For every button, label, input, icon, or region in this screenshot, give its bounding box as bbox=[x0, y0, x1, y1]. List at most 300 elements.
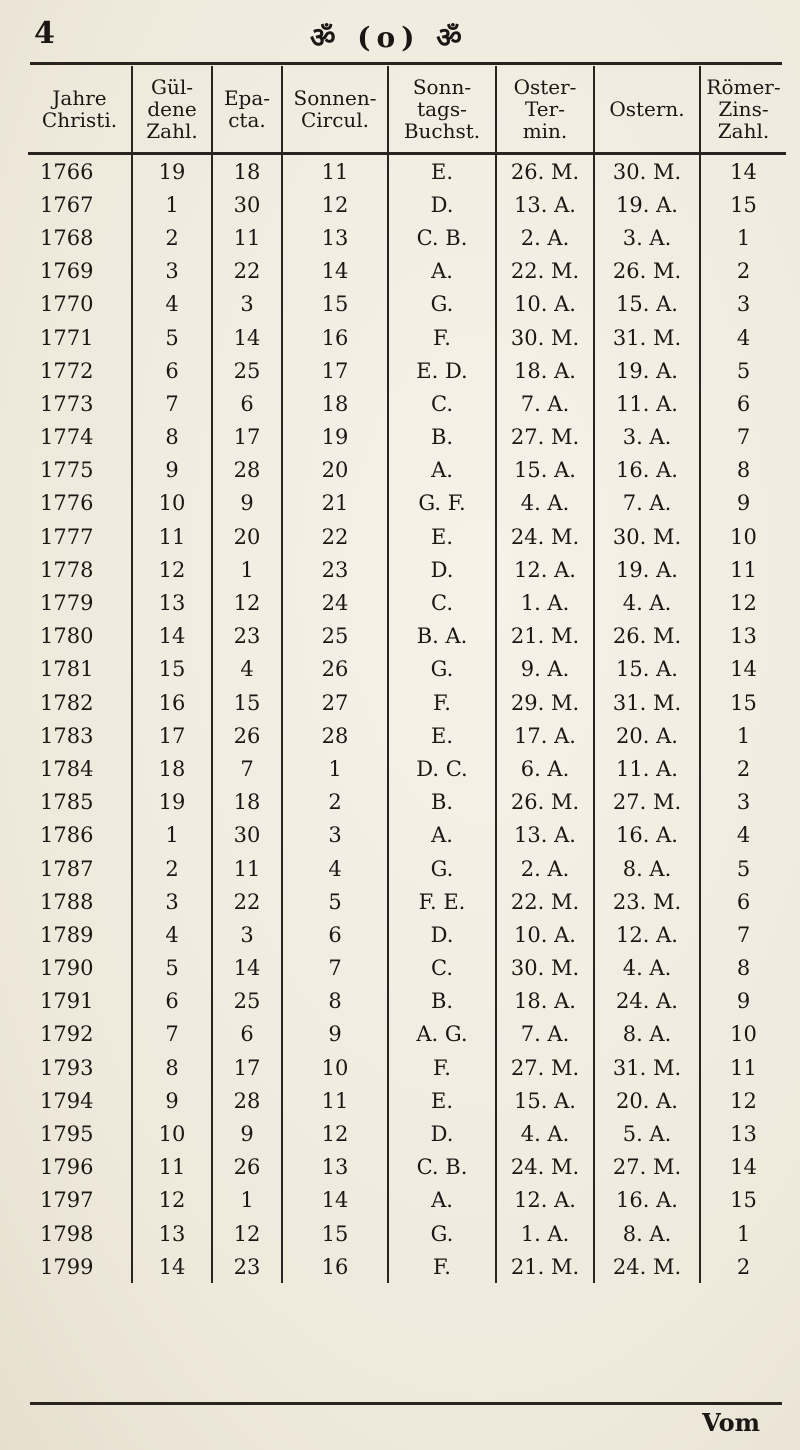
cell-dominical-letter: E. bbox=[388, 520, 496, 553]
cell-solar-cycle: 16 bbox=[282, 1250, 388, 1283]
cell-easter: 7. A. bbox=[594, 487, 700, 520]
cell-year: 1769 bbox=[28, 255, 132, 288]
cell-epact: 23 bbox=[212, 620, 282, 653]
cell-golden-number: 17 bbox=[132, 719, 212, 752]
cell-indiction: 13 bbox=[730, 624, 757, 649]
col-header-indiction: Römer- Zins- Zahl. bbox=[700, 66, 786, 154]
cell-year: 1797 bbox=[28, 1184, 132, 1217]
cell-golden-number: 14 bbox=[132, 620, 212, 653]
cell-golden-number: 19 bbox=[132, 154, 212, 189]
cell-year: 1782 bbox=[28, 686, 132, 719]
cell-indiction: 10 bbox=[730, 524, 757, 549]
cell-indiction: 1 bbox=[736, 723, 751, 748]
cell-golden-number: 2 bbox=[132, 852, 212, 885]
cell-easter: 16. A. bbox=[594, 1184, 700, 1217]
cell-solar-cycle: 23 bbox=[282, 553, 388, 586]
cell-paschal-term: 22. M. bbox=[496, 255, 594, 288]
cell-paschal-term: 30. M. bbox=[496, 952, 594, 985]
cell-epact: 30 bbox=[212, 819, 282, 852]
cell-easter: 3. A. bbox=[594, 421, 700, 454]
cell-solar-cycle: 2 bbox=[282, 786, 388, 819]
cell-dominical-letter: F. E. bbox=[388, 885, 496, 918]
cell-indiction: 9 bbox=[736, 989, 751, 1014]
cell-epact: 11 bbox=[212, 852, 282, 885]
cell-solar-cycle: 13 bbox=[282, 221, 388, 254]
cell-paschal-term: 2. A. bbox=[496, 221, 594, 254]
cell-paschal-term: 18. A. bbox=[496, 985, 594, 1018]
cell-solar-cycle: 28 bbox=[282, 719, 388, 752]
cell-paschal-term: 27. M. bbox=[496, 421, 594, 454]
cell-dominical-letter: E. bbox=[388, 719, 496, 752]
cell-indiction: 15 bbox=[730, 192, 757, 217]
cell-golden-number: 10 bbox=[132, 1117, 212, 1150]
cell-paschal-term: 9. A. bbox=[496, 653, 594, 686]
cell-dominical-letter: D. bbox=[388, 918, 496, 951]
cell-year: 1776 bbox=[28, 487, 132, 520]
cell-paschal-term: 22. M. bbox=[496, 885, 594, 918]
cell-solar-cycle: 8 bbox=[282, 985, 388, 1018]
cell-year: 1768 bbox=[28, 221, 132, 254]
cell-epact: 26 bbox=[212, 719, 282, 752]
header-ornament: ॐ (o) ॐ bbox=[310, 21, 468, 54]
cell-year: 1770 bbox=[28, 288, 132, 321]
cell-epact: 22 bbox=[212, 885, 282, 918]
cell-easter: 4. A. bbox=[594, 586, 700, 619]
cell-easter: 15. A. bbox=[594, 288, 700, 321]
cell-easter: 8. A. bbox=[594, 852, 700, 885]
cell-paschal-term: 17. A. bbox=[496, 719, 594, 752]
cell-epact: 7 bbox=[212, 752, 282, 785]
cell-year: 1773 bbox=[28, 387, 132, 420]
cell-easter: 11. A. bbox=[594, 387, 700, 420]
table-row bbox=[28, 952, 786, 985]
cell-indiction: 14 bbox=[730, 1155, 757, 1180]
table-row bbox=[28, 221, 786, 254]
cell-epact: 12 bbox=[212, 1217, 282, 1250]
cell-dominical-letter: B. bbox=[388, 421, 496, 454]
cell-paschal-term: 21. M. bbox=[496, 620, 594, 653]
cell-dominical-letter: A. bbox=[388, 819, 496, 852]
cell-golden-number: 4 bbox=[132, 918, 212, 951]
cell-golden-number: 9 bbox=[132, 1084, 212, 1117]
cell-year: 1788 bbox=[28, 885, 132, 918]
col-header-year: Jahre Christi. bbox=[28, 66, 132, 154]
cell-easter: 30. M. bbox=[594, 154, 700, 189]
cell-epact: 25 bbox=[212, 985, 282, 1018]
cell-solar-cycle: 22 bbox=[282, 520, 388, 553]
cell-paschal-term: 6. A. bbox=[496, 752, 594, 785]
cell-solar-cycle: 4 bbox=[282, 852, 388, 885]
cell-paschal-term: 13. A. bbox=[496, 188, 594, 221]
col-header-paschal-term: Oster- Ter- min. bbox=[496, 66, 594, 154]
cell-golden-number: 12 bbox=[132, 1184, 212, 1217]
cell-epact: 18 bbox=[212, 786, 282, 819]
cell-dominical-letter: G. bbox=[388, 1217, 496, 1250]
cell-year: 1783 bbox=[28, 719, 132, 752]
cell-golden-number: 13 bbox=[132, 586, 212, 619]
cell-golden-number: 16 bbox=[132, 686, 212, 719]
cell-year: 1772 bbox=[28, 354, 132, 387]
cell-paschal-term: 12. A. bbox=[496, 553, 594, 586]
cell-golden-number: 7 bbox=[132, 1018, 212, 1051]
cell-solar-cycle: 5 bbox=[282, 885, 388, 918]
table-body bbox=[28, 154, 786, 1284]
cell-easter: 27. M. bbox=[594, 1151, 700, 1184]
cell-epact: 20 bbox=[212, 520, 282, 553]
cell-indiction: 8 bbox=[736, 458, 751, 483]
cell-year: 1767 bbox=[28, 188, 132, 221]
cell-year: 1789 bbox=[28, 918, 132, 951]
cell-dominical-letter: D. C. bbox=[388, 752, 496, 785]
cell-solar-cycle: 26 bbox=[282, 653, 388, 686]
cell-solar-cycle: 25 bbox=[282, 620, 388, 653]
cell-golden-number: 19 bbox=[132, 786, 212, 819]
table-row bbox=[28, 1084, 786, 1117]
cell-golden-number: 12 bbox=[132, 553, 212, 586]
table-row bbox=[28, 786, 786, 819]
cell-golden-number: 1 bbox=[132, 188, 212, 221]
cell-paschal-term: 12. A. bbox=[496, 1184, 594, 1217]
cell-solar-cycle: 12 bbox=[282, 188, 388, 221]
cell-indiction: 5 bbox=[736, 358, 751, 383]
table-row bbox=[28, 653, 786, 686]
table-row bbox=[28, 586, 786, 619]
cell-indiction: 10 bbox=[730, 1022, 757, 1047]
cell-indiction: 11 bbox=[730, 557, 757, 582]
table-row bbox=[28, 1151, 786, 1184]
table-row bbox=[28, 321, 786, 354]
table-row bbox=[28, 387, 786, 420]
cell-indiction: 2 bbox=[736, 756, 751, 781]
cell-year: 1779 bbox=[28, 586, 132, 619]
cell-epact: 25 bbox=[212, 354, 282, 387]
cell-golden-number: 7 bbox=[132, 387, 212, 420]
col-header-dominical-letter: Sonn- tags- Buchst. bbox=[388, 66, 496, 154]
table-row bbox=[28, 553, 786, 586]
cell-easter: 30. M. bbox=[594, 520, 700, 553]
cell-dominical-letter: A. bbox=[388, 1184, 496, 1217]
cell-year: 1771 bbox=[28, 321, 132, 354]
table-row bbox=[28, 819, 786, 852]
cell-indiction: 14 bbox=[730, 657, 757, 682]
cell-easter: 26. M. bbox=[594, 255, 700, 288]
cell-solar-cycle: 18 bbox=[282, 387, 388, 420]
table-row bbox=[28, 520, 786, 553]
cell-epact: 9 bbox=[212, 1117, 282, 1150]
cell-indiction: 8 bbox=[736, 956, 751, 981]
cell-easter: 24. A. bbox=[594, 985, 700, 1018]
cell-epact: 30 bbox=[212, 188, 282, 221]
cell-year: 1786 bbox=[28, 819, 132, 852]
cell-solar-cycle: 16 bbox=[282, 321, 388, 354]
cell-paschal-term: 7. A. bbox=[496, 1018, 594, 1051]
cell-golden-number: 3 bbox=[132, 255, 212, 288]
cell-epact: 6 bbox=[212, 387, 282, 420]
cell-solar-cycle: 12 bbox=[282, 1117, 388, 1150]
cell-solar-cycle: 21 bbox=[282, 487, 388, 520]
cell-easter: 19. A. bbox=[594, 188, 700, 221]
table-row bbox=[28, 719, 786, 752]
cell-solar-cycle: 15 bbox=[282, 288, 388, 321]
cell-year: 1795 bbox=[28, 1117, 132, 1150]
cell-dominical-letter: F. bbox=[388, 1250, 496, 1283]
table-row bbox=[28, 1117, 786, 1150]
cell-easter: 8. A. bbox=[594, 1217, 700, 1250]
cell-epact: 17 bbox=[212, 421, 282, 454]
cell-paschal-term: 4. A. bbox=[496, 1117, 594, 1150]
cell-year: 1778 bbox=[28, 553, 132, 586]
cell-epact: 11 bbox=[212, 221, 282, 254]
cell-golden-number: 13 bbox=[132, 1217, 212, 1250]
cell-paschal-term: 13. A. bbox=[496, 819, 594, 852]
table-row bbox=[28, 487, 786, 520]
cell-golden-number: 6 bbox=[132, 354, 212, 387]
cell-golden-number: 9 bbox=[132, 454, 212, 487]
col-header-easter: Ostern. bbox=[594, 66, 700, 154]
cell-dominical-letter: C. bbox=[388, 586, 496, 619]
cell-dominical-letter: B. bbox=[388, 985, 496, 1018]
cell-indiction: 9 bbox=[736, 491, 751, 516]
cell-solar-cycle: 15 bbox=[282, 1217, 388, 1250]
table-row bbox=[28, 1217, 786, 1250]
cell-paschal-term: 7. A. bbox=[496, 387, 594, 420]
cell-dominical-letter: E. D. bbox=[388, 354, 496, 387]
table-row bbox=[28, 154, 786, 189]
table-row bbox=[28, 1184, 786, 1217]
cell-easter: 11. A. bbox=[594, 752, 700, 785]
cell-year: 1785 bbox=[28, 786, 132, 819]
cell-easter: 19. A. bbox=[594, 354, 700, 387]
cell-dominical-letter: F. bbox=[388, 321, 496, 354]
cell-golden-number: 8 bbox=[132, 1051, 212, 1084]
table-row bbox=[28, 421, 786, 454]
cell-paschal-term: 10. A. bbox=[496, 918, 594, 951]
cell-epact: 28 bbox=[212, 454, 282, 487]
cell-year: 1796 bbox=[28, 1151, 132, 1184]
cell-dominical-letter: G. bbox=[388, 288, 496, 321]
cell-paschal-term: 21. M. bbox=[496, 1250, 594, 1283]
page-number: 4 bbox=[34, 16, 55, 51]
cell-dominical-letter: G. bbox=[388, 653, 496, 686]
cell-dominical-letter: A. bbox=[388, 454, 496, 487]
cell-golden-number: 3 bbox=[132, 885, 212, 918]
cell-easter: 31. M. bbox=[594, 686, 700, 719]
running-head bbox=[20, 6, 780, 66]
table-row bbox=[28, 1250, 786, 1283]
col-header-golden-number: Gül- dene Zahl. bbox=[132, 66, 212, 154]
cell-golden-number: 10 bbox=[132, 487, 212, 520]
cell-year: 1793 bbox=[28, 1051, 132, 1084]
cell-epact: 1 bbox=[212, 553, 282, 586]
cell-epact: 15 bbox=[212, 686, 282, 719]
table-row bbox=[28, 454, 786, 487]
cell-solar-cycle: 11 bbox=[282, 1084, 388, 1117]
cell-paschal-term: 2. A. bbox=[496, 852, 594, 885]
cell-solar-cycle: 14 bbox=[282, 1184, 388, 1217]
cell-solar-cycle: 13 bbox=[282, 1151, 388, 1184]
cell-indiction: 15 bbox=[730, 1188, 757, 1213]
cell-easter: 16. A. bbox=[594, 454, 700, 487]
cell-dominical-letter: B. A. bbox=[388, 620, 496, 653]
table-row bbox=[28, 354, 786, 387]
cell-solar-cycle: 17 bbox=[282, 354, 388, 387]
table-row bbox=[28, 1051, 786, 1084]
cell-paschal-term: 27. M. bbox=[496, 1051, 594, 1084]
cell-indiction: 6 bbox=[736, 889, 751, 914]
cell-indiction: 7 bbox=[736, 425, 751, 450]
easter-table bbox=[28, 66, 786, 1283]
cell-year: 1780 bbox=[28, 620, 132, 653]
cell-solar-cycle: 14 bbox=[282, 255, 388, 288]
cell-epact: 26 bbox=[212, 1151, 282, 1184]
cell-year: 1766 bbox=[28, 154, 132, 189]
cell-indiction: 4 bbox=[736, 325, 751, 350]
cell-easter: 27. M. bbox=[594, 786, 700, 819]
cell-solar-cycle: 27 bbox=[282, 686, 388, 719]
cell-epact: 22 bbox=[212, 255, 282, 288]
cell-year: 1799 bbox=[28, 1250, 132, 1283]
cell-year: 1790 bbox=[28, 952, 132, 985]
cell-golden-number: 6 bbox=[132, 985, 212, 1018]
cell-easter: 26. M. bbox=[594, 620, 700, 653]
cell-indiction: 5 bbox=[736, 856, 751, 881]
cell-dominical-letter: C. bbox=[388, 387, 496, 420]
table-row bbox=[28, 985, 786, 1018]
cell-epact: 23 bbox=[212, 1250, 282, 1283]
cell-indiction: 14 bbox=[730, 159, 757, 184]
cell-golden-number: 14 bbox=[132, 1250, 212, 1283]
cell-indiction: 11 bbox=[730, 1055, 757, 1080]
cell-paschal-term: 24. M. bbox=[496, 1151, 594, 1184]
cell-solar-cycle: 6 bbox=[282, 918, 388, 951]
cell-year: 1774 bbox=[28, 421, 132, 454]
cell-indiction: 2 bbox=[736, 1254, 751, 1279]
cell-paschal-term: 1. A. bbox=[496, 1217, 594, 1250]
cell-indiction: 2 bbox=[736, 259, 751, 284]
cell-paschal-term: 10. A. bbox=[496, 288, 594, 321]
cell-indiction: 3 bbox=[736, 790, 751, 815]
cell-dominical-letter: G. F. bbox=[388, 487, 496, 520]
table-row bbox=[28, 918, 786, 951]
table-row bbox=[28, 288, 786, 321]
cell-indiction: 3 bbox=[736, 292, 751, 317]
cell-dominical-letter: E. bbox=[388, 1084, 496, 1117]
table-header-row bbox=[28, 66, 786, 154]
cell-year: 1787 bbox=[28, 852, 132, 885]
cell-easter: 16. A. bbox=[594, 819, 700, 852]
cell-year: 1775 bbox=[28, 454, 132, 487]
cell-dominical-letter: C. bbox=[388, 952, 496, 985]
cell-epact: 3 bbox=[212, 918, 282, 951]
table-row bbox=[28, 852, 786, 885]
cell-epact: 14 bbox=[212, 952, 282, 985]
cell-easter: 5. A. bbox=[594, 1117, 700, 1150]
cell-easter: 15. A. bbox=[594, 653, 700, 686]
cell-golden-number: 5 bbox=[132, 321, 212, 354]
cell-dominical-letter: D. bbox=[388, 1117, 496, 1150]
cell-easter: 31. M. bbox=[594, 1051, 700, 1084]
cell-golden-number: 18 bbox=[132, 752, 212, 785]
cell-solar-cycle: 24 bbox=[282, 586, 388, 619]
cell-indiction: 6 bbox=[736, 391, 751, 416]
cell-solar-cycle: 20 bbox=[282, 454, 388, 487]
cell-solar-cycle: 3 bbox=[282, 819, 388, 852]
cell-paschal-term: 26. M. bbox=[496, 154, 594, 189]
cell-year: 1784 bbox=[28, 752, 132, 785]
catchword: Vom bbox=[702, 1408, 760, 1437]
cell-paschal-term: 18. A. bbox=[496, 354, 594, 387]
cell-indiction: 1 bbox=[736, 1221, 751, 1246]
cell-solar-cycle: 11 bbox=[282, 154, 388, 189]
cell-easter: 20. A. bbox=[594, 719, 700, 752]
cell-solar-cycle: 9 bbox=[282, 1018, 388, 1051]
cell-dominical-letter: D. bbox=[388, 188, 496, 221]
cell-year: 1777 bbox=[28, 520, 132, 553]
cell-dominical-letter: E. bbox=[388, 154, 496, 189]
cell-year: 1791 bbox=[28, 985, 132, 1018]
cell-dominical-letter: B. bbox=[388, 786, 496, 819]
col-header-epact: Epa- cta. bbox=[212, 66, 282, 154]
cell-dominical-letter: F. bbox=[388, 1051, 496, 1084]
cell-solar-cycle: 10 bbox=[282, 1051, 388, 1084]
cell-golden-number: 11 bbox=[132, 1151, 212, 1184]
table-row bbox=[28, 1018, 786, 1051]
cell-golden-number: 15 bbox=[132, 653, 212, 686]
cell-indiction: 7 bbox=[736, 922, 751, 947]
cell-paschal-term: 29. M. bbox=[496, 686, 594, 719]
cell-golden-number: 4 bbox=[132, 288, 212, 321]
cell-golden-number: 2 bbox=[132, 221, 212, 254]
cell-easter: 20. A. bbox=[594, 1084, 700, 1117]
cell-paschal-term: 24. M. bbox=[496, 520, 594, 553]
cell-easter: 3. A. bbox=[594, 221, 700, 254]
cell-epact: 17 bbox=[212, 1051, 282, 1084]
cell-solar-cycle: 19 bbox=[282, 421, 388, 454]
cell-dominical-letter: D. bbox=[388, 553, 496, 586]
cell-easter: 19. A. bbox=[594, 553, 700, 586]
cell-paschal-term: 4. A. bbox=[496, 487, 594, 520]
table-row bbox=[28, 620, 786, 653]
cell-epact: 28 bbox=[212, 1084, 282, 1117]
cell-dominical-letter: F. bbox=[388, 686, 496, 719]
cell-epact: 3 bbox=[212, 288, 282, 321]
cell-paschal-term: 15. A. bbox=[496, 1084, 594, 1117]
cell-dominical-letter: C. B. bbox=[388, 1151, 496, 1184]
cell-year: 1798 bbox=[28, 1217, 132, 1250]
cell-epact: 6 bbox=[212, 1018, 282, 1051]
cell-easter: 12. A. bbox=[594, 918, 700, 951]
cell-golden-number: 8 bbox=[132, 421, 212, 454]
cell-solar-cycle: 7 bbox=[282, 952, 388, 985]
cell-golden-number: 1 bbox=[132, 819, 212, 852]
cell-epact: 18 bbox=[212, 154, 282, 189]
cell-year: 1794 bbox=[28, 1084, 132, 1117]
cell-year: 1792 bbox=[28, 1018, 132, 1051]
cell-epact: 9 bbox=[212, 487, 282, 520]
cell-easter: 24. M. bbox=[594, 1250, 700, 1283]
cell-easter: 8. A. bbox=[594, 1018, 700, 1051]
col-header-solar-cycle: Sonnen- Circul. bbox=[282, 66, 388, 154]
cell-indiction: 12 bbox=[730, 1088, 757, 1113]
cell-dominical-letter: A. bbox=[388, 255, 496, 288]
table-row bbox=[28, 188, 786, 221]
cell-golden-number: 11 bbox=[132, 520, 212, 553]
table-row bbox=[28, 686, 786, 719]
cell-paschal-term: 1. A. bbox=[496, 586, 594, 619]
table-row bbox=[28, 255, 786, 288]
bottom-rule bbox=[30, 1402, 782, 1405]
cell-indiction: 12 bbox=[730, 591, 757, 616]
